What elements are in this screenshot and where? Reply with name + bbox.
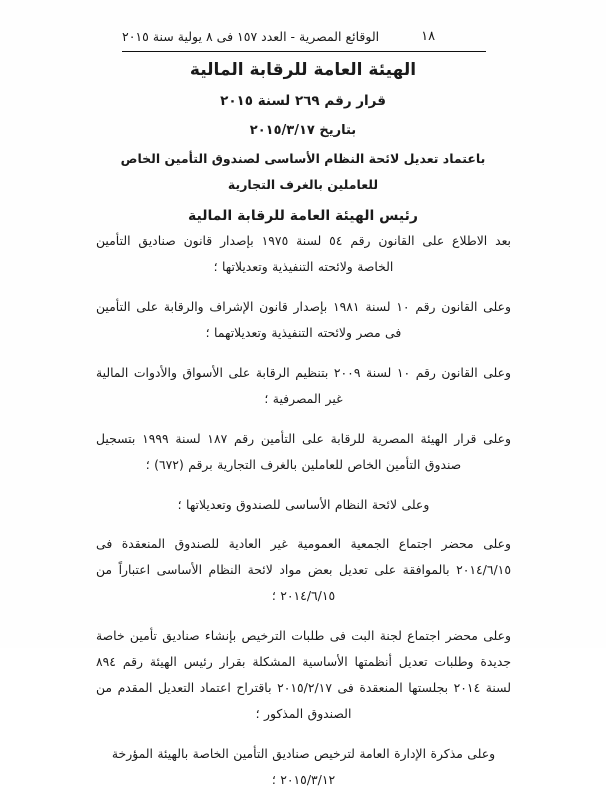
preamble-clause: وعلى محضر اجتماع الجمعية العمومية غير العادية للصندوق المنعقدة فى ٢٠١٤/٦/١٥ بالموافقة على تعديل بعض مواد لائحة النظام الأساسى اعتباراً من ٢٠١٤/٦/١٥ ؛ xyxy=(96,536,511,603)
preamble-clause: وعلى لائحة النظام الأساسى للصندوق وتعديلاتها ؛ xyxy=(177,497,430,512)
preamble-clause: بعد الاطلاع على القانون رقم ٥٤ لسنة ١٩٧٥ بإصدار قانون صناديق التأمين الخاصة ولائحته التنفيذية وتعديلاتها ؛ xyxy=(96,233,512,274)
decree-subject-line-1: باعتماد تعديل لائحة النظام الأساسى لصندوق التأمين الخاص xyxy=(120,150,486,166)
running-head xyxy=(122,26,486,46)
journal-issue-line: الوقائع المصرية - العدد ١٥٧ فى ٨ يولية سنة ٢٠١٥ xyxy=(122,28,380,44)
decree-number: قرار رقم ٢٦٩ لسنة ٢٠١٥ xyxy=(220,93,386,109)
preamble-clause: وعلى محضر اجتماع لجنة البت فى طلبات الترخيص بإنشاء صناديق تأمين خاصة جديدة وطلبات تعديل أنظمتها الأساسية المشكلة بقرار رئيس الهيئة رقم ٨٩٤ لسنة ٢٠١٤ بجلستها المنعقدة فى ٢٠١٥/٢/١٧ باقتراح اعتماد التعديل المقدم من الصندوق المذكور ؛ xyxy=(96,628,511,721)
preamble-clause: وعلى قرار الهيئة المصرية للرقابة على التأمين رقم ١٨٧ لسنة ١٩٩٩ بتسجيل صندوق التأمين الخاص للعاملين بالغرف التجارية برقم (٦٧٢) ؛ xyxy=(96,431,511,472)
preamble-clause: وعلى القانون رقم ١٠ لسنة ٢٠٠٩ بتنظيم الرقابة على الأسواق والأدوات المالية غير المصرفية ؛ xyxy=(96,365,512,406)
decree-heading-block xyxy=(60,62,546,223)
preamble-clause: وعلى مذكرة الإدارة العامة لترخيص صناديق التأمين الخاصة بالهيئة المؤرخة ٢٠١٥/٣/١٢ ؛ xyxy=(111,746,496,787)
preamble-clause: وعلى القانون رقم ١٠ لسنة ١٩٨١ بإصدار قانون الإشراف والرقابة على التأمين فى مصر ولائحته التنفيذية وتعديلاتهما ؛ xyxy=(96,299,511,340)
decree-date: بتاريخ ٢٠١٥/٣/١٧ xyxy=(249,122,357,138)
issuing-authority-title: الهيئة العامة للرقابة المالية xyxy=(189,60,417,80)
page-number: ١٨ xyxy=(421,28,436,44)
decree-subject-line-2: للعاملين بالغرف التجارية xyxy=(227,177,379,192)
header-divider-rule xyxy=(122,51,486,52)
decree-preamble-body xyxy=(96,228,511,793)
signatory-title: رئيس الهيئة العامة للرقابة المالية xyxy=(188,207,418,224)
